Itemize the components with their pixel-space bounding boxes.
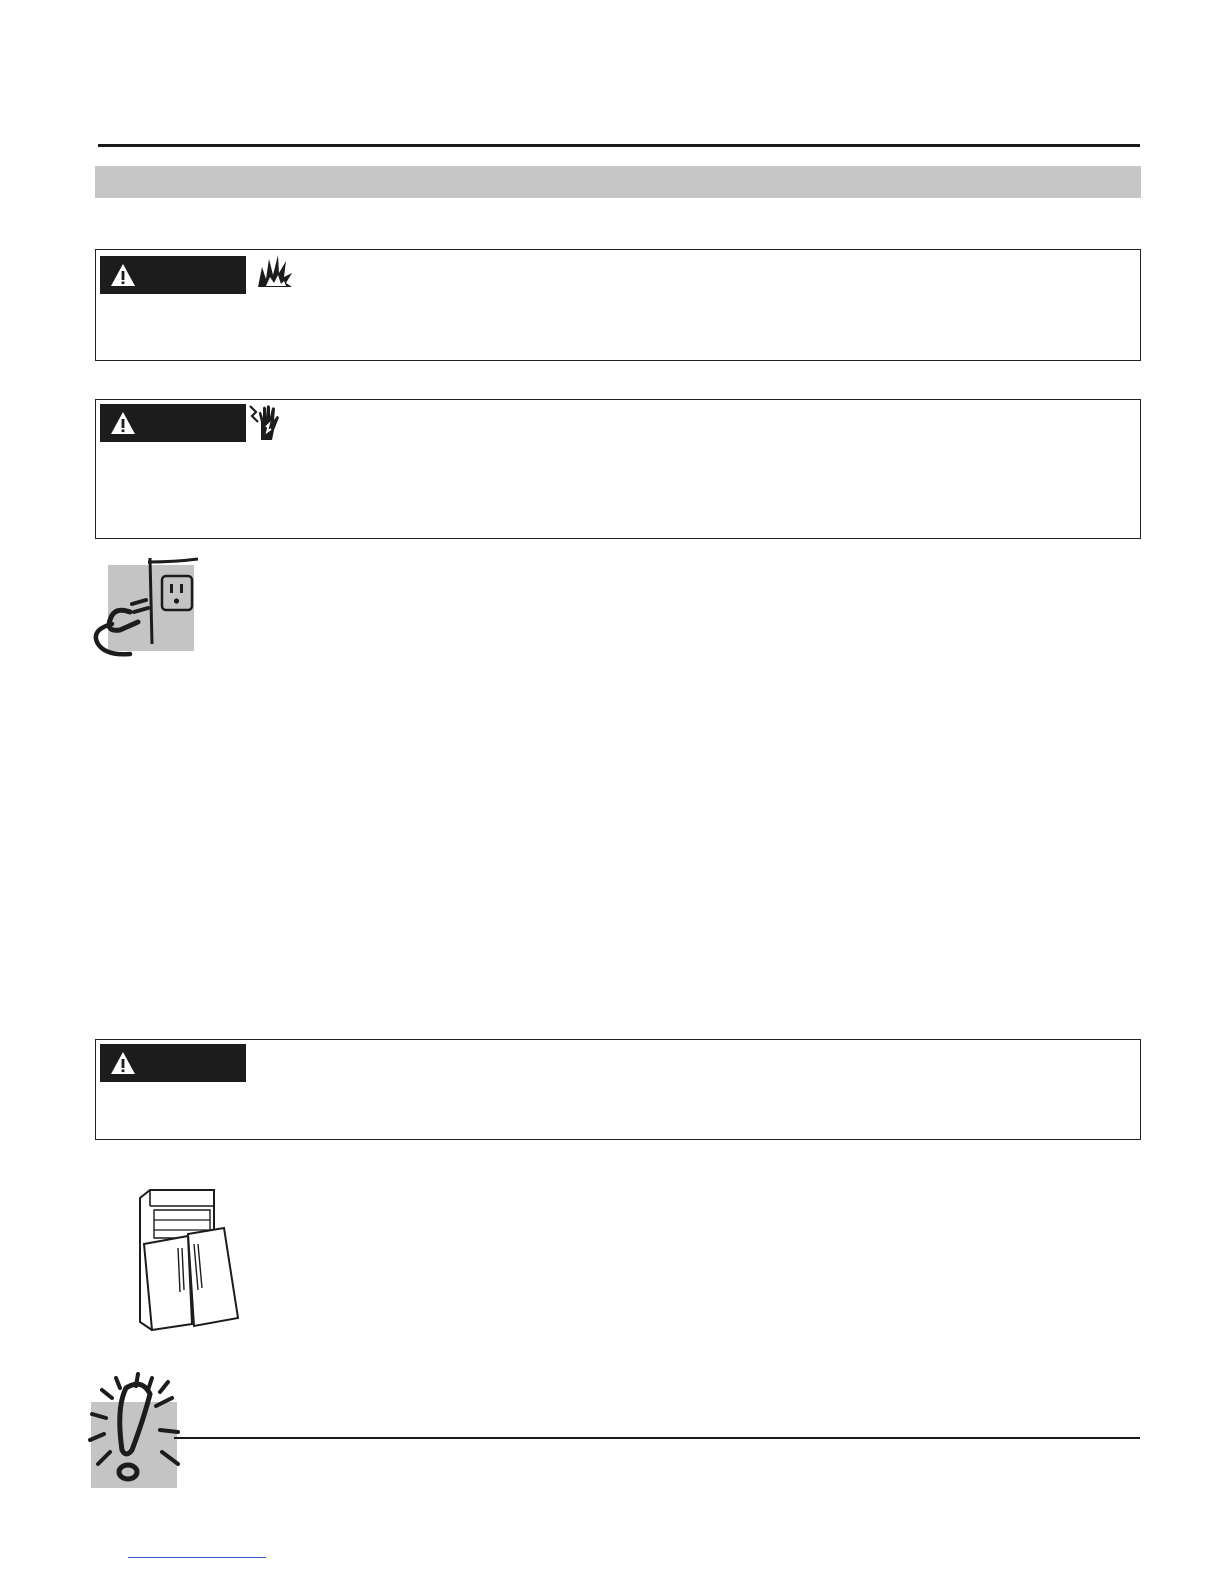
exclamation-important-icon	[72, 1368, 204, 1490]
header-rule	[98, 144, 1140, 147]
plug-outlet-icon	[84, 556, 200, 660]
footer-link[interactable]	[128, 1557, 266, 1558]
warning-triangle-icon	[110, 263, 136, 287]
refrigerator-doors-removed-icon	[132, 1186, 244, 1334]
warning-triangle-icon	[110, 1051, 136, 1075]
warning-box-general	[95, 1039, 1141, 1140]
electric-shock-hand-icon	[246, 402, 282, 442]
warning-label	[100, 1044, 246, 1082]
warning-box-explosion	[95, 249, 1141, 361]
warning-label	[100, 256, 246, 294]
important-divider	[174, 1437, 1140, 1439]
warning-triangle-icon	[110, 411, 136, 435]
section-header-band	[95, 166, 1141, 198]
warning-box-shock	[95, 399, 1141, 539]
explosion-icon	[256, 253, 294, 291]
warning-label	[100, 404, 246, 442]
